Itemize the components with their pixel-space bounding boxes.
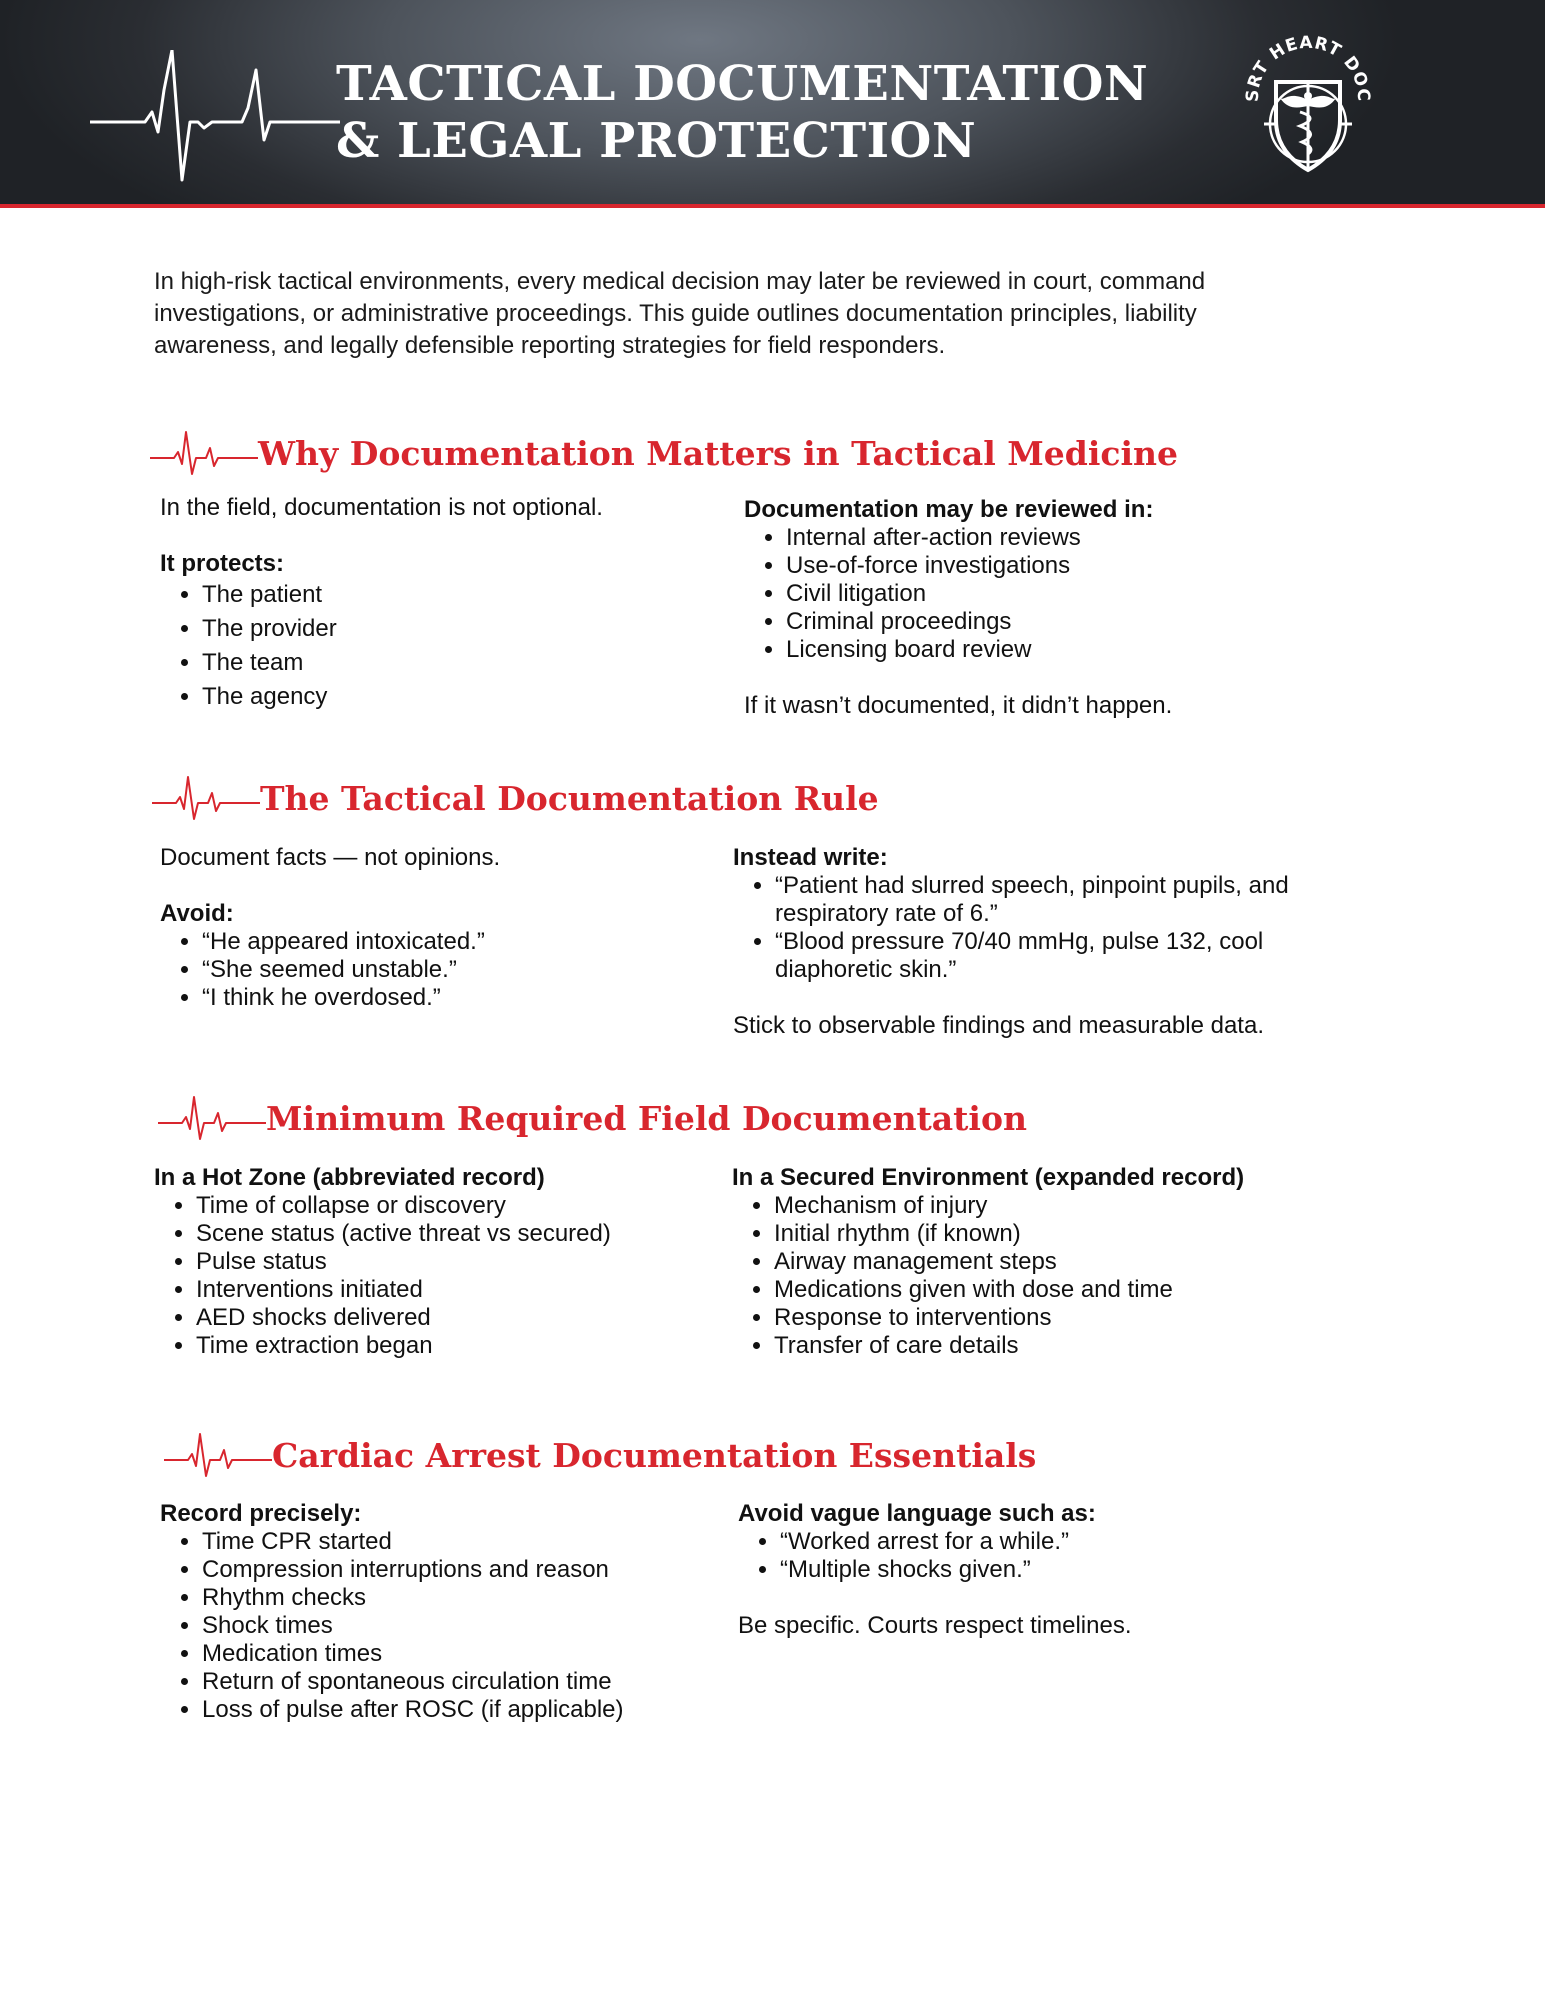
list-item: • The provider xyxy=(202,612,720,646)
list-item: • “I think he overdosed.” xyxy=(202,984,720,1012)
list-item: • Rhythm checks xyxy=(202,1584,720,1612)
list-item: • “Worked arrest for a while.” xyxy=(780,1528,1338,1556)
list-item: • Time extraction began xyxy=(196,1332,714,1360)
svg-text:SRT HEART DOC: SRT HEART DOC xyxy=(1242,32,1374,103)
bullet-list xyxy=(160,928,720,1012)
list-item: • Shock times xyxy=(202,1612,720,1640)
list-item: • The team xyxy=(202,646,720,680)
section-subheading: Avoid vague language such as: xyxy=(738,1500,1096,1527)
section-3-right xyxy=(732,1164,1352,1360)
section-2-left xyxy=(160,844,720,1012)
list-item: • Internal after-action reviews xyxy=(786,524,1364,552)
list-item: • Time CPR started xyxy=(202,1528,720,1556)
heartbeat-icon xyxy=(152,773,260,821)
bullet-list xyxy=(160,578,720,714)
section-subheading: Instead write: xyxy=(733,844,888,871)
section-2-right xyxy=(733,844,1313,1040)
section-title: Minimum Required Field Documentation xyxy=(266,1099,1027,1138)
list-item: • “Blood pressure 70/40 mmHg, pulse 132, cool diaphoretic skin.” xyxy=(775,928,1313,984)
section-3-heading xyxy=(158,1093,1027,1141)
list-item: • “Patient had slurred speech, pinpoint pupils, and respiratory rate of 6.” xyxy=(775,872,1313,928)
bullet-list xyxy=(160,1528,720,1724)
list-item: • Transfer of care details xyxy=(774,1332,1352,1360)
list-item: • AED shocks delivered xyxy=(196,1304,714,1332)
list-item: • Pulse status xyxy=(196,1248,714,1276)
section-note: If it wasn’t documented, it didn’t happen. xyxy=(744,692,1173,719)
list-item: • Scene status (active threat vs secured) xyxy=(196,1220,714,1248)
section-subheading: Record precisely: xyxy=(160,1500,362,1527)
section-2-heading xyxy=(152,773,879,821)
section-1-right xyxy=(744,496,1364,720)
section-subheading: It protects: xyxy=(160,550,285,577)
bullet-list xyxy=(738,1528,1338,1584)
list-item: • The agency xyxy=(202,680,720,714)
intro-paragraph: In high-risk tactical environments, every medical decision may later be reviewed in court, command investigations, or administrative proceedings. This guide outlines documentation principles, liability awareness, and legally defensible reporting strategies for field responders. xyxy=(154,268,1206,359)
list-item: • Medications given with dose and time xyxy=(774,1276,1352,1304)
list-item: • Medication times xyxy=(202,1640,720,1668)
list-item: • Compression interruptions and reason xyxy=(202,1556,720,1584)
list-item: • Initial rhythm (if known) xyxy=(774,1220,1352,1248)
bullet-list xyxy=(732,1192,1352,1360)
bullet-list xyxy=(733,872,1313,984)
section-lead: Document facts — not opinions. xyxy=(160,844,501,871)
srt-heart-doc-logo xyxy=(1228,20,1388,180)
section-subheading: In a Hot Zone (abbreviated record) xyxy=(154,1164,545,1191)
section-4-right xyxy=(738,1500,1338,1640)
heartbeat-icon xyxy=(150,428,258,476)
list-item: • Response to interventions xyxy=(774,1304,1352,1332)
section-1-left xyxy=(160,494,720,714)
section-note: Be specific. Courts respect timelines. xyxy=(738,1612,1132,1639)
list-item: • “He appeared intoxicated.” xyxy=(202,928,720,956)
section-title: The Tactical Documentation Rule xyxy=(260,779,879,818)
list-item: • Return of spontaneous circulation time xyxy=(202,1668,720,1696)
section-subheading: Documentation may be reviewed in: xyxy=(744,496,1154,523)
section-3-left xyxy=(154,1164,714,1360)
page-header xyxy=(0,0,1545,208)
list-item: • “She seemed unstable.” xyxy=(202,956,720,984)
list-item: • Interventions initiated xyxy=(196,1276,714,1304)
list-item: • Loss of pulse after ROSC (if applicable) xyxy=(202,1696,720,1724)
section-1-heading xyxy=(150,428,1178,476)
list-item: • Criminal proceedings xyxy=(786,608,1364,636)
section-subheading: Avoid: xyxy=(160,900,234,927)
section-note: Stick to observable findings and measurable data. xyxy=(733,1012,1264,1039)
heartbeat-icon xyxy=(164,1430,272,1478)
page-title-line2: & LEGAL PROTECTION xyxy=(336,113,977,169)
bullet-list xyxy=(154,1192,714,1360)
page-title xyxy=(336,56,1148,170)
section-title: Why Documentation Matters in Tactical Medicine xyxy=(258,434,1179,473)
list-item: • Mechanism of injury xyxy=(774,1192,1352,1220)
section-lead: In the field, documentation is not optional. xyxy=(160,494,603,521)
list-item: • “Multiple shocks given.” xyxy=(780,1556,1338,1584)
section-4-left xyxy=(160,1500,720,1724)
list-item: • Licensing board review xyxy=(786,636,1364,664)
list-item: • Airway management steps xyxy=(774,1248,1352,1276)
list-item: • Use-of-force investigations xyxy=(786,552,1364,580)
page-title-line1: TACTICAL DOCUMENTATION xyxy=(336,56,1149,112)
heartbeat-icon xyxy=(158,1093,266,1141)
list-item: • Civil litigation xyxy=(786,580,1364,608)
list-item: • The patient xyxy=(202,578,720,612)
section-title: Cardiac Arrest Documentation Essentials xyxy=(272,1436,1037,1475)
section-4-heading xyxy=(164,1430,1036,1478)
bullet-list xyxy=(744,524,1364,664)
section-subheading: In a Secured Environment (expanded record) xyxy=(732,1164,1245,1191)
list-item: • Time of collapse or discovery xyxy=(196,1192,714,1220)
heartbeat-line-icon xyxy=(90,50,340,190)
